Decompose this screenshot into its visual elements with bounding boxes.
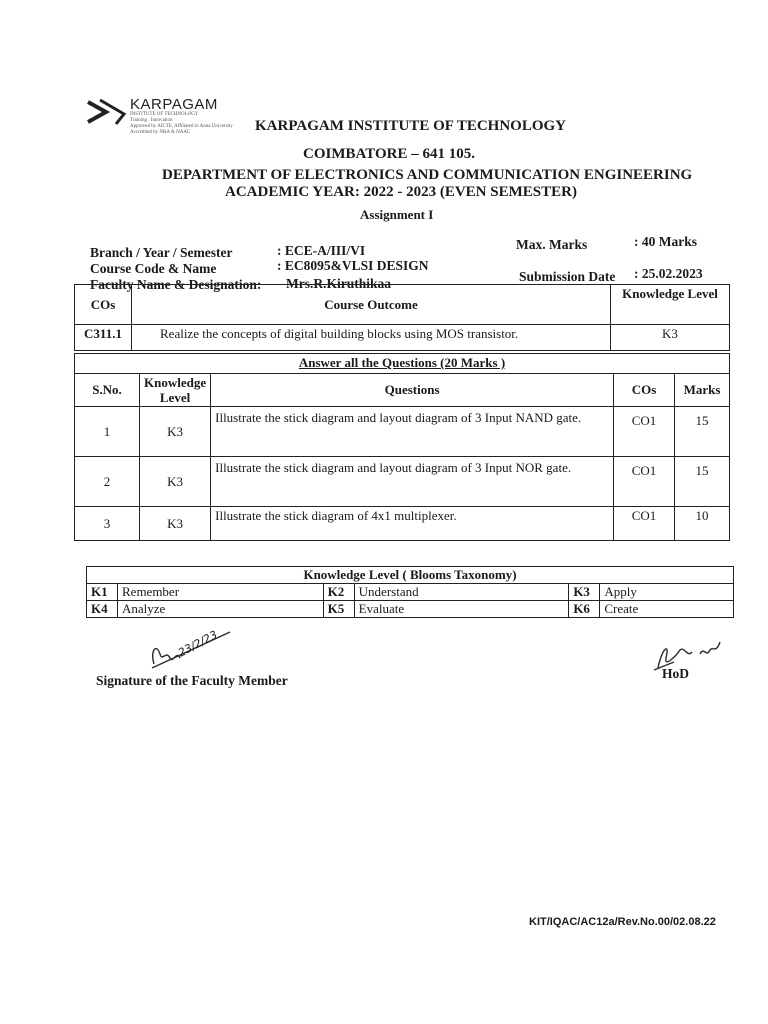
co-header: COs — [75, 285, 132, 325]
logo-subtitle: INSTITUTE OF TECHNOLOGY Training . Innovation Approved by AICTE, Affiliated to Anna University Accredited by NBA & NAAC — [130, 112, 233, 135]
blooms-code: K3 — [569, 584, 600, 601]
blooms-code: K5 — [323, 601, 354, 618]
question-co: CO1 — [614, 407, 675, 457]
outcome-knowledge-level: K3 — [611, 325, 730, 351]
department-name: DEPARTMENT OF ELECTRONICS AND COMMUNICATION ENGINEERING — [162, 167, 693, 183]
questions-table — [74, 353, 730, 541]
course-outcome-table — [74, 284, 730, 351]
question-sno: 1 — [75, 407, 140, 457]
institute-city: COIMBATORE – 641 105. — [303, 146, 475, 162]
institute-name: KARPAGAM INSTITUTE OF TECHNOLOGY — [255, 118, 567, 134]
logo-mark-icon — [86, 98, 128, 126]
knowledge-level-col-header: Knowledge Level — [140, 374, 211, 407]
course-outcome-text: Realize the concepts of digital building blocks using MOS transistor. — [132, 325, 611, 351]
course-outcome-header: Course Outcome — [132, 285, 611, 325]
question-marks: 15 — [675, 457, 730, 507]
faculty-signature-label: Signature of the Faculty Member — [96, 673, 288, 688]
faculty-value: Mrs.R.Kiruthikaa — [286, 276, 392, 291]
blooms-label: Apply — [600, 584, 734, 601]
blooms-taxonomy-table — [86, 566, 734, 618]
cos-header: COs — [614, 374, 675, 407]
faculty-signature-date: 23/2/23 — [176, 628, 220, 660]
document-revision-code: KIT/IQAC/AC12a/Rev.No.00/02.08.22 — [529, 916, 716, 928]
questions-instruction: Answer all the Questions (20 Marks ) — [75, 354, 730, 374]
blooms-label: Remember — [118, 584, 324, 601]
blooms-code: K1 — [87, 584, 118, 601]
table-row — [75, 457, 730, 507]
hod-signature-label: HoD — [662, 666, 689, 681]
co-code: C311.1 — [75, 325, 132, 351]
blooms-label: Evaluate — [354, 601, 569, 618]
submission-date-label: Submission Date — [519, 269, 616, 284]
question-text: Illustrate the stick diagram and layout diagram of 3 Input NAND gate. — [211, 407, 614, 457]
question-sno: 2 — [75, 457, 140, 507]
logo-name: KARPAGAM — [130, 96, 218, 113]
assignment-title: Assignment I — [360, 207, 434, 222]
table-row — [87, 584, 734, 601]
knowledge-level-header: Knowledge Level — [611, 285, 730, 325]
course-value: : EC8095&VLSI DESIGN — [277, 258, 429, 273]
course-label: Course Code & Name — [90, 261, 217, 276]
question-co: CO1 — [614, 457, 675, 507]
blooms-code: K6 — [569, 601, 600, 618]
submission-date-value: : 25.02.2023 — [634, 266, 703, 281]
max-marks-value: : 40 Marks — [634, 234, 697, 249]
question-marks: 10 — [675, 507, 730, 541]
question-level: K3 — [140, 507, 211, 541]
institute-logo — [86, 96, 236, 142]
questions-header: Questions — [211, 374, 614, 407]
faculty-label: Faculty Name & Designation: — [90, 277, 262, 292]
branch-value: : ECE-A/III/VI — [277, 243, 366, 258]
question-level: K3 — [140, 407, 211, 457]
table-row — [75, 407, 730, 457]
blooms-code: K4 — [87, 601, 118, 618]
table-row — [75, 507, 730, 541]
question-level: K3 — [140, 457, 211, 507]
question-marks: 15 — [675, 407, 730, 457]
sno-header: S.No. — [75, 374, 140, 407]
blooms-label: Understand — [354, 584, 569, 601]
marks-header: Marks — [675, 374, 730, 407]
question-co: CO1 — [614, 507, 675, 541]
question-text: Illustrate the stick diagram of 4x1 multiplexer. — [211, 507, 614, 541]
max-marks-label: Max. Marks — [516, 237, 588, 252]
question-text: Illustrate the stick diagram and layout diagram of 3 Input NOR gate. — [211, 457, 614, 507]
blooms-title: Knowledge Level ( Blooms Taxonomy) — [87, 567, 734, 584]
branch-label: Branch / Year / Semester — [90, 245, 233, 260]
blooms-label: Analyze — [118, 601, 324, 618]
academic-year: ACADEMIC YEAR: 2022 - 2023 (EVEN SEMESTER) — [225, 184, 577, 200]
blooms-code: K2 — [323, 584, 354, 601]
blooms-label: Create — [600, 601, 734, 618]
table-row — [87, 601, 734, 618]
question-sno: 3 — [75, 507, 140, 541]
